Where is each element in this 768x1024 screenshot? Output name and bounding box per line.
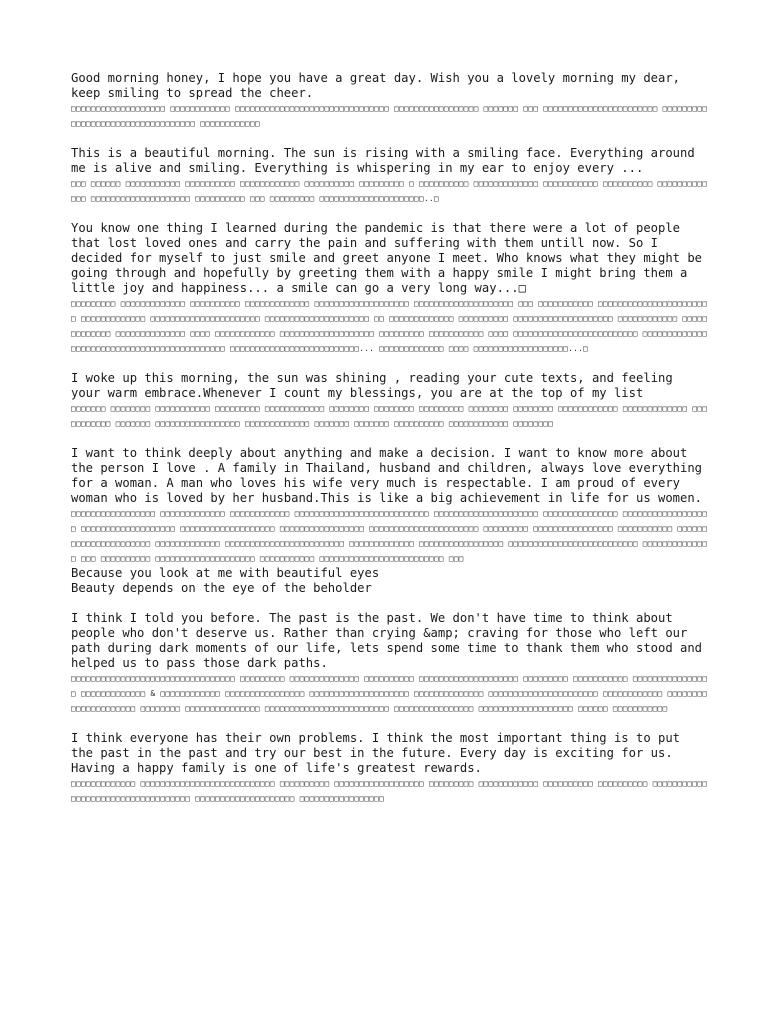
paragraph-missing-glyph-text: □□□□□□□□□□□□□□□□□□□ □□□□□□□□□□□□ □□□□□□□□□□□□□□□□□□□□□□□□□□□□□□□ □□□□□□□□□□□□□□□□□ □□□□□□□ □□□ □□□□□□□□□□□□□□□□□□□□□□□ □□□□□□□□□□□□□□□□□□□□□□□□□□□□□□□□□□ □□□□□□□□□□□□ (71, 104, 708, 128)
paragraph-missing-glyph-text: □□□□□□□□□□□□□□□□□□□□□□□□□□□□□□□□□ □□□□□□□□□ □□□□□□□□□□□□□□ □□□□□□□□□□ □□□□□□□□□□□□□□□□□□□□ □□□□□□□□□ □□□□□□□□□□□ □□□□□□□□□□□□□□□□ □□□□□□□□□□□□□ & □□□□□□□□□□□□ □□□□□□□□□□□□□□□□ □□□□□□□□□□□□□□□□□□□□ □□□□□□□□□□□□□□ □□□□□□□□□□□□□□□□□□□□□□ □□□□□□□□□□□□ □□□□□□□□□□□□□□□□□□□□□ □□□□□□□□ □□□□□□□□□□□□□□□ □□□□□□□□□□□□□□□□□□□□□□□□□ □□□□□□□□□□□□□□□□ □□□□□□□□□□□□□□□□□□□ □□□□□□ □□□□□□□□□□□ (71, 674, 708, 713)
paragraph-english-text: I woke up this morning, the sun was shining , reading your cute texts, and feeling your warm embrace.Whenever I count my blessings, you are at the top of my list (71, 371, 681, 400)
paragraph-english-text: I think I told you before. The past is the past. We don't have time to think about people who don't deserve us. Rather than crying &amp; craving for those who left our path during dark moments of our life, lets spend some time to thank them who stood and helped us to pass those dark paths. (71, 611, 710, 670)
paragraph-3 (71, 221, 708, 356)
paragraph-8 (71, 731, 708, 806)
paragraph-1 (71, 71, 708, 131)
paragraph-5 (71, 446, 708, 566)
paragraph-english-text: Good morning honey, I hope you have a great day. Wish you a lovely morning my dear, keep smiling to spread the cheer. (71, 71, 688, 100)
paragraph-english-text: I want to think deeply about anything and make a decision. I want to know more about the person I love . A family in Thailand, husband and children, always love everything for a woman. A man who loves his wife very much is respectable. I am proud of every woman who is loved by her husband.This is like a big achievement in life for us women. (71, 446, 710, 505)
paragraph-english-text: This is a beautiful morning. The sun is rising with a smiling face. Everything around me is alive and smiling. Everything is whispering in my ear to enjoy every ... (71, 146, 703, 175)
paragraph-missing-glyph-text: □□□ □□□□□□ □□□□□□□□□□□ □□□□□□□□□□ □□□□□□□□□□□□ □□□□□□□□□□ □□□□□□□□□ □ □□□□□□□□□□ □□□□□□□□□□□□□ □□□□□□□□□□□ □□□□□□□□□□ □□□□□□□□□□□□□ □□□□□□□□□□□□□□□□□□□□ □□□□□□□□□□ □□□ □□□□□□□□□ □□□□□□□□□□□□□□□□□□□□□..□ (71, 179, 708, 203)
paragraph-english-text: Because you look at me with beautiful eyes Beauty depends on the eye of the beholder (71, 566, 380, 595)
paragraph-2 (71, 146, 708, 206)
paragraph-missing-glyph-text: □□□□□□□□□ □□□□□□□□□□□□□ □□□□□□□□□□ □□□□□□□□□□□□□ □□□□□□□□□□□□□□□□□□□ □□□□□□□□□□□□□□□□□□□□ □□□ □□□□□□□□□□□ □□□□□□□□□□□□□□□□□□□□□□□ □□□□□□□□□□□□□ □□□□□□□□□□□□□□□□□□□□□□ □□□□□□□□□□□□□□□□□□□□□ □□ □□□□□□□□□□□□□ □□□□□□□□□□ □□□□□□□□□□□□□□□□□□□□ □□□□□□□□□□□□ □□□□□□□□□□□□□ □□□□□□□□□□□□□□ □□□□ □□□□□□□□□□□□ □□□□□□□□□□□□□□□□□□□ □□□□□□□□□ □□□□□□□□□□□ □□□□ □□□□□□□□□□□□□□□□□□□□□□□□□ □□□□□□□□□□□□□ □□□□□□□□□□□□□□□□□□□□□□□□□□□□□□□ □□□□□□□□□□□□□□□□□□□□□□□□□□... □□□□□□□□□□□□□ □□□□ □□□□□□□□□□□□□□□□□□□...□ (71, 299, 708, 353)
paragraph-4 (71, 371, 708, 431)
paragraph-6 (71, 566, 708, 596)
paragraph-missing-glyph-text: □□□□□□□□□□□□□□□□□ □□□□□□□□□□□□□ □□□□□□□□□□□□ □□□□□□□□□□□□□□□□□□□□□□□□□□□ □□□□□□□□□□□□□□□□□□□□□ □□□□□□□□□□□□□□□ □□□□□□□□□□□□□□□□□□ □□□□□□□□□□□□□□□□□□□ □□□□□□□□□□□□□□□□□□□ □□□□□□□□□□□□□□□□□ □□□□□□□□□□□□□□□□□□□□□□ □□□□□□□□□ □□□□□□□□□□□□□□□□ □□□□□□□□□□□ □□□□□□□□□□□□□□□□□□□□□□ □□□□□□□□□□□□□ □□□□□□□□□□□□□□□□□□□□□□□□ □□□□□□□□□□□□□ □□□□□□□□□□□□□□□□□ □□□□□□□□□□□□□□□□□□□□□□□□□□ □□□□□□□□□□□□□□ □□□ □□□□□□□□□□ □□□□□□□□□□□□□□□□□□□□ □□□□□□□□□□□ □□□□□□□□□□□□□□□□□□□□□□□□□ □□□ (71, 509, 708, 563)
paragraph-english-text: You know one thing I learned during the pandemic is that there were a lot of people that lost loved ones and carry the pain and suffering with them untill now. So I decided for myself to just smile and greet anyone I meet. Who knows what they might be going through and hopefully by greeting them with a happy smile I might bring them a little joy and happiness... a smile can go a very long way...□ (71, 221, 710, 295)
paragraph-7 (71, 611, 708, 716)
paragraph-missing-glyph-text: □□□□□□□ □□□□□□□□ □□□□□□□□□□□ □□□□□□□□□ □□□□□□□□□□□□ □□□□□□□□ □□□□□□□□ □□□□□□□□□ □□□□□□□□ □□□□□□□□ □□□□□□□□□□□□ □□□□□□□□□□□□□ □□□□□□□□□□□ □□□□□□□ □□□□□□□□□□□□□□□□□ □□□□□□□□□□□□□ □□□□□□□ □□□□□□□ □□□□□□□□□□ □□□□□□□□□□□□ □□□□□□□□ (71, 404, 708, 428)
paragraph-english-text: I think everyone has their own problems. I think the most important thing is to put the past in the past and try our best in the future. Every day is exciting for us. Having a happy family is one of life's greatest rewards. (71, 731, 688, 775)
paragraph-missing-glyph-text: □□□□□□□□□□□□□ □□□□□□□□□□□□□□□□□□□□□□□□□□□ □□□□□□□□□□ □□□□□□□□□□□□□□□□□□ □□□□□□□□□ □□□□□□□□□□□□ □□□□□□□□□□ □□□□□□□□□□ □□□□□□□□□□□□□□□□□□□□□□□□□□□□□□□□□□□ □□□□□□□□□□□□□□□□□□□□ □□□□□□□□□□□□□□□□□ (71, 779, 708, 803)
